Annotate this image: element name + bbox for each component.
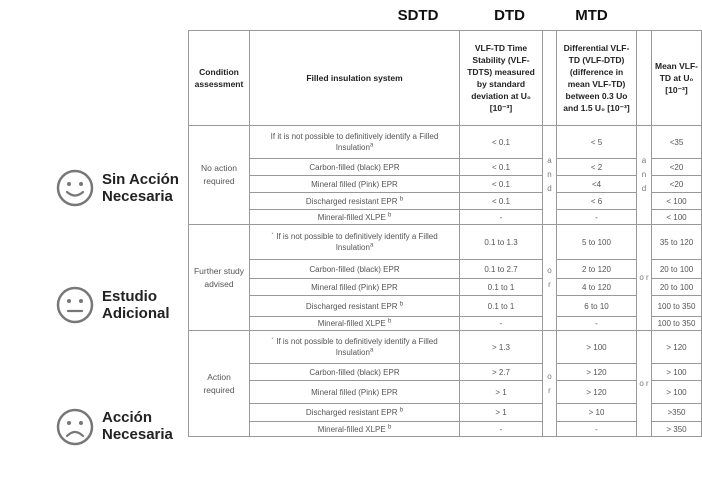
footnote-mark: b bbox=[387, 423, 392, 430]
footnote-mark: a bbox=[369, 142, 374, 149]
dtd-header: DTD bbox=[494, 7, 525, 24]
table-row bbox=[189, 404, 702, 422]
system-text: Mineral-filled XLPE bbox=[317, 212, 386, 222]
mtd-cell: < 100 bbox=[652, 193, 702, 210]
dtd-cell: <4 bbox=[557, 176, 637, 193]
neutral-face-icon bbox=[55, 285, 95, 325]
table-row bbox=[189, 381, 702, 404]
table-row bbox=[189, 364, 702, 381]
footnote-mark: b bbox=[387, 211, 392, 218]
footnote-mark: a bbox=[369, 347, 374, 354]
system-cell bbox=[250, 176, 460, 193]
table-row bbox=[189, 260, 702, 279]
system-cell bbox=[250, 210, 460, 225]
system-text: Carbon-filled (black) EPR bbox=[309, 162, 400, 172]
sdtd-cell: < 0.1 bbox=[460, 126, 543, 159]
sdtd-cell: > 1 bbox=[460, 404, 543, 422]
system-cell bbox=[250, 331, 460, 364]
table-row bbox=[189, 296, 702, 317]
system-text: Mineral-filled XLPE bbox=[317, 424, 386, 434]
label-no-action: Sin Acción Necesaria bbox=[102, 171, 179, 205]
mtd-cell: >350 bbox=[652, 404, 702, 422]
smile-face-icon bbox=[55, 168, 95, 208]
table-row bbox=[189, 317, 702, 331]
system-cell bbox=[250, 159, 460, 176]
sdtd-cell: - bbox=[460, 317, 543, 331]
system-text: Carbon-filled (black) EPR bbox=[309, 367, 400, 377]
mtd-cell: <20 bbox=[652, 176, 702, 193]
col-dtd: Differential VLF-TD (VLF-DTD) (difference in mean VLF-TD) between 0.3 Uo and 1.5 U₀ [10⁻³] bbox=[557, 31, 637, 126]
sdtd-cell: - bbox=[460, 210, 543, 225]
table-row bbox=[189, 193, 702, 210]
col-system: Filled insulation system bbox=[250, 31, 460, 126]
dtd-cell: 6 to 10 bbox=[557, 296, 637, 317]
sdtd-header: SDTD bbox=[397, 7, 439, 24]
dtd-cell: < 6 bbox=[557, 193, 637, 210]
table-row bbox=[189, 126, 702, 159]
system-text: If it is not possible to definitively identify a Filled Insulation bbox=[270, 132, 439, 152]
label-further-study: Estudio Adicional bbox=[102, 288, 170, 322]
mtd-cell: 100 to 350 bbox=[652, 296, 702, 317]
table-row bbox=[189, 225, 702, 260]
mtd-cell: > 350 bbox=[652, 422, 702, 437]
system-text: Discharged resistant EPR bbox=[305, 301, 398, 311]
system-cell bbox=[250, 404, 460, 422]
sdtd-cell: 0.1 to 1.3 bbox=[460, 225, 543, 260]
system-text: Mineral filled (Pink) EPR bbox=[311, 387, 398, 397]
system-cell bbox=[250, 260, 460, 279]
footnote-mark: b bbox=[399, 300, 404, 307]
sdtd-cell: > 1.3 bbox=[460, 331, 543, 364]
mtd-cell: 20 to 100 bbox=[652, 279, 702, 296]
mtd-cell: <20 bbox=[652, 159, 702, 176]
conjunction-cell: o r bbox=[543, 225, 557, 331]
footnote-mark: a bbox=[369, 242, 374, 249]
system-cell bbox=[250, 364, 460, 381]
system-text: Mineral-filled XLPE bbox=[317, 319, 386, 328]
dtd-cell: < 2 bbox=[557, 159, 637, 176]
label-action-required: Acción Necesaria bbox=[102, 409, 173, 443]
system-text: Carbon-filled (black) EPR bbox=[309, 264, 400, 274]
system-cell bbox=[250, 317, 460, 331]
dtd-cell: < 5 bbox=[557, 126, 637, 159]
table-row bbox=[189, 210, 702, 225]
system-cell bbox=[250, 381, 460, 404]
table-row bbox=[189, 279, 702, 296]
sdtd-cell: < 0.1 bbox=[460, 159, 543, 176]
condition-cell: Further study advised bbox=[189, 225, 250, 331]
dtd-cell: > 120 bbox=[557, 381, 637, 404]
system-text: Discharged resistant EPR bbox=[305, 408, 398, 417]
sdtd-cell: < 0.1 bbox=[460, 193, 543, 210]
sdtd-cell: > 1 bbox=[460, 381, 543, 404]
dtd-cell: > 100 bbox=[557, 331, 637, 364]
sad-face-icon bbox=[55, 407, 95, 447]
sdtd-cell: 0.1 to 1 bbox=[460, 279, 543, 296]
table-row bbox=[189, 331, 702, 364]
footnote-mark: b bbox=[399, 195, 404, 202]
system-text: ´ If is not possible to definitively identify a Filled Insulation bbox=[271, 232, 438, 252]
mtd-cell: > 100 bbox=[652, 364, 702, 381]
system-cell bbox=[250, 279, 460, 296]
dtd-cell: 5 to 100 bbox=[557, 225, 637, 260]
dtd-cell: - bbox=[557, 422, 637, 437]
mtd-header: MTD bbox=[575, 7, 608, 24]
sdtd-cell: > 2.7 bbox=[460, 364, 543, 381]
mtd-cell: 35 to 120 bbox=[652, 225, 702, 260]
system-text: Discharged resistant EPR bbox=[305, 196, 398, 206]
footnote-mark: b bbox=[387, 318, 392, 325]
condition-cell: Action required bbox=[189, 331, 250, 437]
system-text: ´ If is not possible to definitively identify a Filled Insulation bbox=[271, 337, 438, 357]
condition-cell: No action required bbox=[189, 126, 250, 225]
system-cell bbox=[250, 225, 460, 260]
footnote-mark: b bbox=[399, 407, 404, 414]
dtd-cell: 4 to 120 bbox=[557, 279, 637, 296]
sdtd-cell: 0.1 to 1 bbox=[460, 296, 543, 317]
conjunction-cell: o r bbox=[637, 225, 652, 331]
header-row bbox=[189, 31, 702, 126]
sdtd-cell: - bbox=[460, 422, 543, 437]
sdtd-cell: < 0.1 bbox=[460, 176, 543, 193]
mtd-cell: > 100 bbox=[652, 381, 702, 404]
table-row bbox=[189, 422, 702, 437]
system-text: Mineral filled (Pink) EPR bbox=[311, 282, 398, 292]
system-cell bbox=[250, 296, 460, 317]
dtd-cell: > 120 bbox=[557, 364, 637, 381]
system-cell bbox=[250, 422, 460, 437]
mtd-cell: 100 to 350 bbox=[652, 317, 702, 331]
dtd-cell: > 10 bbox=[557, 404, 637, 422]
system-cell bbox=[250, 126, 460, 159]
table-row bbox=[189, 176, 702, 193]
col-sdtd: VLF-TD Time Stability (VLF-TDTS) measured by standard deviation at U₀ [10⁻³] bbox=[460, 31, 543, 126]
sdtd-cell: 0.1 to 2.7 bbox=[460, 260, 543, 279]
table-row bbox=[189, 159, 702, 176]
system-text: Mineral filled (Pink) EPR bbox=[311, 179, 398, 189]
mtd-cell: > 120 bbox=[652, 331, 702, 364]
dtd-cell: - bbox=[557, 317, 637, 331]
mtd-cell: <35 bbox=[652, 126, 702, 159]
conjunction-cell: a n d bbox=[637, 126, 652, 225]
conjunction-cell: o r bbox=[543, 331, 557, 437]
mtd-cell: 20 to 100 bbox=[652, 260, 702, 279]
conjunction-cell: o r bbox=[637, 331, 652, 437]
col-mtd: Mean VLF-TD at U₀ [10⁻³] bbox=[652, 31, 702, 126]
assessment-table bbox=[188, 30, 702, 437]
dtd-cell: - bbox=[557, 210, 637, 225]
conjunction-cell: a n d bbox=[543, 126, 557, 225]
col-condition: Condition assessment bbox=[189, 31, 250, 126]
dtd-cell: 2 to 120 bbox=[557, 260, 637, 279]
system-cell bbox=[250, 193, 460, 210]
mtd-cell: < 100 bbox=[652, 210, 702, 225]
